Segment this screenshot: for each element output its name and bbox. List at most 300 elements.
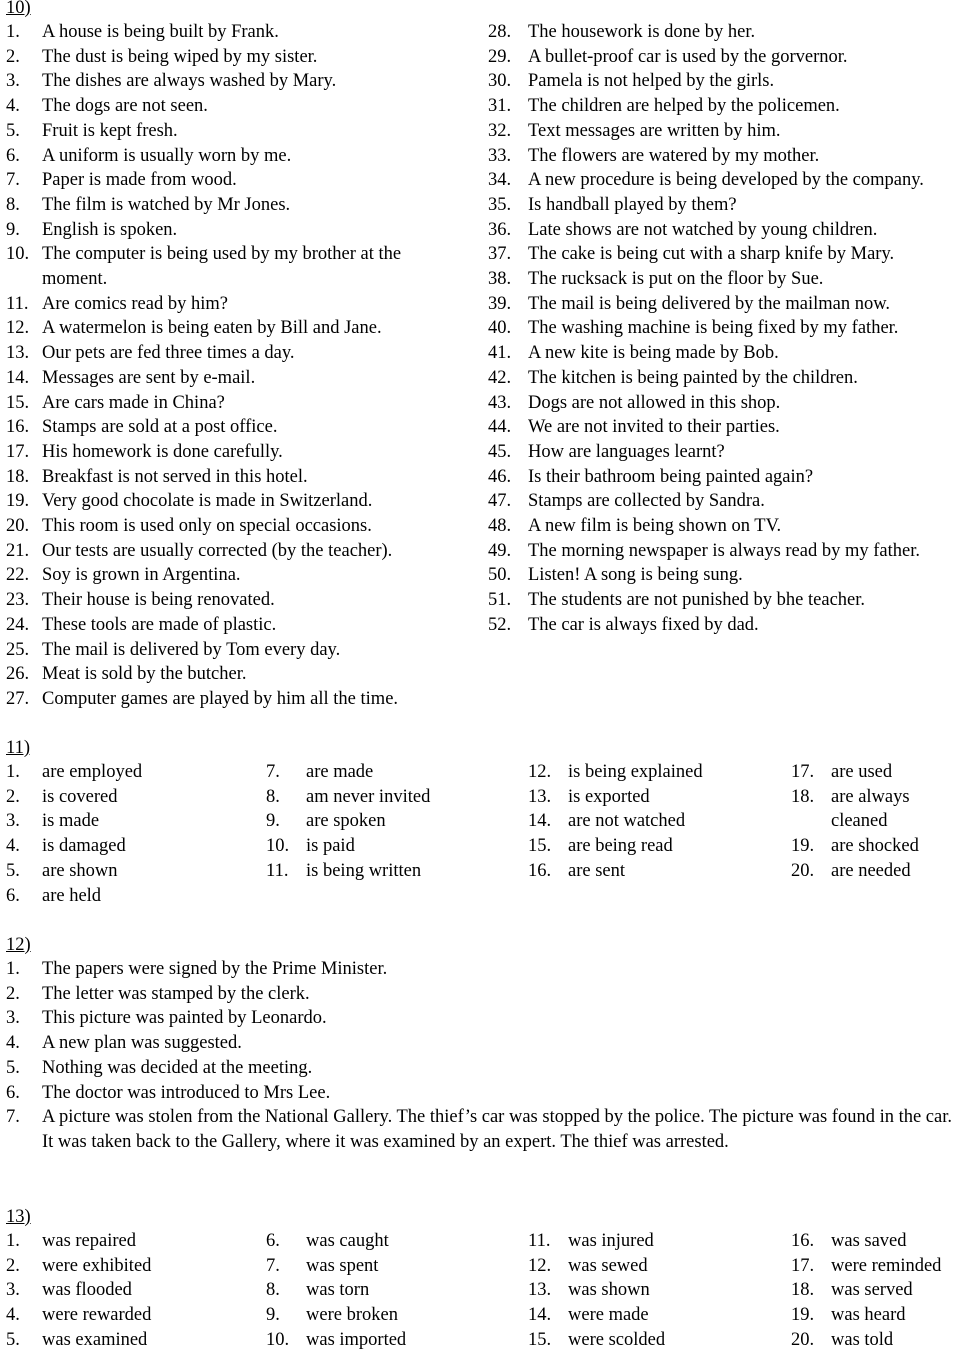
list-item <box>488 94 960 119</box>
item-text: Pamela is not helped by the girls. <box>528 71 775 92</box>
item-number: 50. <box>488 565 512 586</box>
list-item <box>6 465 468 490</box>
item-text: are shocked <box>831 836 919 857</box>
item-text: is made <box>42 811 100 832</box>
section-13-col-3 <box>528 1229 778 1353</box>
list-item <box>488 588 960 613</box>
item-number: 5. <box>6 1329 20 1350</box>
list-item <box>528 859 708 884</box>
item-text: are spoken <box>306 811 386 832</box>
item-number: 15. <box>6 392 30 413</box>
item-text: Messages are sent by e-mail. <box>42 367 256 388</box>
item-number: 2. <box>6 983 20 1004</box>
item-number: 2. <box>6 786 20 807</box>
item-number: 6. <box>6 1082 20 1103</box>
list-item <box>488 267 960 292</box>
list-item <box>488 563 960 588</box>
item-text: Our tests are usually corrected (by the teacher). <box>42 540 393 561</box>
item-text: This room is used only on special occasions. <box>42 516 372 537</box>
item-number: 7. <box>6 1107 20 1128</box>
list-item <box>6 1056 958 1081</box>
list-item <box>6 957 958 982</box>
item-text: The mail is being delivered by the mailman now. <box>528 293 891 314</box>
item-number: 4. <box>6 836 20 857</box>
item-number: 17. <box>791 1255 815 1276</box>
item-number: 40. <box>488 318 512 339</box>
item-text: The housework is done by her. <box>528 22 756 42</box>
item-text: A new plan was suggested. <box>42 1033 242 1054</box>
item-number: 24. <box>6 614 30 635</box>
item-number: 23. <box>6 590 30 611</box>
item-number: 3. <box>6 1280 20 1301</box>
list-item <box>6 884 246 909</box>
item-text: are used <box>831 762 893 782</box>
list-item <box>6 687 468 712</box>
list-item <box>266 1328 516 1353</box>
item-number: 42. <box>488 367 512 388</box>
item-number: 18. <box>6 466 30 487</box>
item-number: 15. <box>528 1329 552 1350</box>
item-text: Soy is grown in Argentina. <box>42 565 241 586</box>
item-text: was told <box>831 1329 894 1350</box>
item-number: 19. <box>791 1305 815 1326</box>
list-item <box>266 1278 516 1303</box>
item-number: 47. <box>488 491 512 512</box>
item-text: was injured <box>568 1231 654 1251</box>
item-number: 49. <box>488 540 512 561</box>
item-text: Paper is made from wood. <box>42 170 237 191</box>
item-number: 39. <box>488 293 512 314</box>
item-number: 16. <box>528 860 552 881</box>
item-number: 32. <box>488 120 512 141</box>
list-item <box>266 1303 516 1328</box>
item-text: Stamps are sold at a post office. <box>42 417 278 438</box>
item-text: The washing machine is being fixed by my father. <box>528 318 899 339</box>
list-item <box>528 1229 778 1254</box>
item-text: are sent <box>568 860 626 881</box>
list-item <box>6 785 246 810</box>
list-item <box>266 760 506 785</box>
list-item <box>528 785 708 810</box>
list-item <box>6 489 468 514</box>
item-number: 34. <box>488 170 512 191</box>
item-text: A new procedure is being developed by the company. <box>528 170 924 191</box>
list-item <box>6 859 246 884</box>
item-number: 33. <box>488 145 512 166</box>
item-text: is being explained <box>568 762 703 782</box>
item-text: are employed <box>42 762 143 782</box>
item-text: are being read <box>568 836 673 857</box>
item-text: Late shows are not watched by young children. <box>528 219 878 240</box>
item-number: 18. <box>791 1280 815 1301</box>
section-11-heading: 11) <box>6 738 30 758</box>
item-number: 20. <box>791 1329 815 1350</box>
item-number: 6. <box>6 145 20 166</box>
item-text: Very good chocolate is made in Switzerland. <box>42 491 373 512</box>
item-text: The children are helped by the policemen. <box>528 96 840 117</box>
list-item <box>488 242 960 267</box>
item-number: 8. <box>266 786 280 807</box>
item-text: A bullet-proof car is used by the gorvernor. <box>528 46 848 67</box>
item-text: is being written <box>306 860 422 881</box>
item-number: 14. <box>528 1305 552 1326</box>
item-text: The cake is being cut with a sharp knife by Mary. <box>528 244 895 265</box>
item-text: Computer games are played by him all the time. <box>42 688 399 709</box>
list-item <box>6 94 468 119</box>
list-item <box>488 168 960 193</box>
item-number: 13. <box>528 1280 552 1301</box>
list-item <box>488 391 960 416</box>
list-item <box>488 144 960 169</box>
list-item <box>791 1254 959 1279</box>
item-text: was flooded <box>42 1280 132 1301</box>
list-item <box>488 366 960 391</box>
item-text: Dogs are not allowed in this shop. <box>528 392 781 413</box>
item-number: 13. <box>528 786 552 807</box>
item-text: A watermelon is being eaten by Bill and Jane. <box>42 318 382 339</box>
list-item <box>6 1006 958 1031</box>
list-item <box>6 20 468 45</box>
item-number: 7. <box>266 762 280 782</box>
item-number: 45. <box>488 441 512 462</box>
item-number: 21. <box>6 540 30 561</box>
item-text: was imported <box>306 1329 407 1350</box>
item-number: 18. <box>791 786 815 807</box>
list-item <box>488 69 960 94</box>
item-text: The letter was stamped by the clerk. <box>42 983 310 1004</box>
item-text: were reminded <box>831 1255 942 1276</box>
list-item <box>528 834 708 859</box>
item-number: 12. <box>6 318 30 339</box>
list-item <box>528 1303 778 1328</box>
item-number: 11. <box>266 860 289 881</box>
item-number: 26. <box>6 664 30 685</box>
item-text: are needed <box>831 860 911 881</box>
list-item <box>488 514 960 539</box>
list-item <box>6 242 468 291</box>
list-item <box>6 1031 958 1056</box>
item-text: We are not invited to their parties. <box>528 417 780 438</box>
list-item <box>6 440 468 465</box>
item-number: 30. <box>488 71 512 92</box>
list-item <box>6 366 468 391</box>
section-13-heading: 13) <box>6 1207 31 1227</box>
item-text: A uniform is usually worn by me. <box>42 145 292 166</box>
item-number: 48. <box>488 516 512 537</box>
item-number: 7. <box>266 1255 280 1276</box>
item-number: 52. <box>488 614 512 635</box>
item-text: The film is watched by Mr Jones. <box>42 194 291 215</box>
list-item <box>6 193 468 218</box>
item-number: 10. <box>6 244 30 265</box>
list-item <box>791 834 956 859</box>
item-number: 27. <box>6 688 30 709</box>
item-number: 15. <box>528 836 552 857</box>
item-number: 17. <box>6 441 30 462</box>
list-item <box>488 119 960 144</box>
item-number: 22. <box>6 565 30 586</box>
item-text: A new film is being shown on TV. <box>528 516 782 537</box>
section-11-col-2 <box>266 760 506 884</box>
item-number: 51. <box>488 590 512 611</box>
item-text: The dogs are not seen. <box>42 96 208 117</box>
list-item <box>6 1254 256 1279</box>
item-number: 4. <box>6 1305 20 1326</box>
list-item <box>6 168 468 193</box>
item-text: Listen! A song is being sung. <box>528 565 743 586</box>
item-text: are made <box>306 762 374 782</box>
item-number: 11. <box>6 293 29 314</box>
list-item <box>266 785 506 810</box>
item-number: 10. <box>266 836 290 857</box>
list-item <box>6 292 468 317</box>
item-text: The papers were signed by the Prime Minister. <box>42 959 388 979</box>
item-number: 11. <box>528 1231 551 1251</box>
list-item <box>528 1328 778 1353</box>
list-item <box>791 1328 959 1353</box>
item-text: is paid <box>306 836 355 857</box>
item-number: 4. <box>6 96 20 117</box>
list-item <box>791 760 956 785</box>
item-number: 8. <box>6 194 20 215</box>
item-text: are held <box>42 885 102 906</box>
list-item <box>6 316 468 341</box>
item-number: 3. <box>6 811 20 832</box>
list-item <box>266 834 506 859</box>
item-number: 12. <box>528 1255 552 1276</box>
item-text: Their house is being renovated. <box>42 590 275 611</box>
list-item <box>6 662 468 687</box>
section-11-col-1 <box>6 760 246 908</box>
item-text: were made <box>568 1305 649 1326</box>
list-item <box>488 440 960 465</box>
list-item <box>6 1328 256 1353</box>
item-number: 43. <box>488 392 512 413</box>
item-text: The dust is being wiped by my sister. <box>42 46 318 67</box>
item-number: 35. <box>488 194 512 215</box>
section-12-heading: 12) <box>6 935 31 955</box>
list-item <box>6 760 246 785</box>
item-text: is covered <box>42 786 118 807</box>
section-10-left-list <box>6 20 468 712</box>
item-text: A house is being built by Frank. <box>42 22 279 42</box>
item-text: How are languages learnt? <box>528 441 725 462</box>
item-text: The students are not punished by bhe teacher. <box>528 590 866 611</box>
item-number: 12. <box>528 762 552 782</box>
list-item <box>266 1229 516 1254</box>
item-text: were rewarded <box>42 1305 152 1326</box>
item-number: 1. <box>6 762 20 782</box>
item-text: was spent <box>306 1255 379 1276</box>
item-number: 29. <box>488 46 512 67</box>
list-item <box>6 809 246 834</box>
item-number: 16. <box>6 417 30 438</box>
list-item <box>6 1229 256 1254</box>
list-item <box>488 539 960 564</box>
item-number: 5. <box>6 120 20 141</box>
item-text: was heard <box>831 1305 906 1326</box>
item-number: 6. <box>6 885 20 906</box>
item-text: were broken <box>306 1305 398 1326</box>
list-item <box>791 1303 959 1328</box>
item-text: The kitchen is being painted by the children. <box>528 367 858 388</box>
list-item <box>6 218 468 243</box>
item-text: Are cars made in China? <box>42 392 225 413</box>
item-text: am never invited <box>306 786 431 807</box>
item-number: 10. <box>266 1329 290 1350</box>
section-12-list <box>6 957 958 1155</box>
item-text: was shown <box>568 1280 650 1301</box>
list-item <box>6 391 468 416</box>
item-number: 1. <box>6 22 20 42</box>
item-text: This picture was painted by Leonardo. <box>42 1008 327 1029</box>
list-item <box>528 1254 778 1279</box>
item-number: 20. <box>791 860 815 881</box>
item-number: 37. <box>488 244 512 265</box>
item-number: 2. <box>6 1255 20 1276</box>
item-number: 17. <box>791 762 815 782</box>
item-number: 36. <box>488 219 512 240</box>
item-text: was sewed <box>568 1255 648 1276</box>
item-number: 1. <box>6 959 20 979</box>
item-text: These tools are made of plastic. <box>42 614 277 635</box>
item-text: are shown <box>42 860 118 881</box>
list-item <box>6 514 468 539</box>
list-item <box>6 613 468 638</box>
list-item <box>6 982 958 1007</box>
item-number: 25. <box>6 639 30 660</box>
list-item <box>528 809 708 834</box>
item-text: Is handball played by them? <box>528 194 737 215</box>
item-text: The morning newspaper is always read by my father. <box>528 540 920 561</box>
item-text: was torn <box>306 1280 370 1301</box>
list-item <box>488 218 960 243</box>
item-text: are not watched <box>568 811 686 832</box>
list-item <box>6 119 468 144</box>
list-item <box>488 489 960 514</box>
section-11-col-4 <box>791 760 956 884</box>
list-item <box>6 1105 958 1154</box>
item-text: are always cleaned <box>831 786 910 832</box>
item-number: 3. <box>6 1008 20 1029</box>
item-number: 44. <box>488 417 512 438</box>
item-text: Text messages are written by him. <box>528 120 781 141</box>
list-item <box>488 316 960 341</box>
item-number: 5. <box>6 1057 20 1078</box>
list-item <box>488 613 960 638</box>
list-item <box>488 20 960 45</box>
section-13-col-1 <box>6 1229 256 1353</box>
list-item <box>488 415 960 440</box>
list-item <box>791 785 956 834</box>
item-text: Is their bathroom being painted again? <box>528 466 814 487</box>
item-text: Are comics read by him? <box>42 293 228 314</box>
item-number: 4. <box>6 1033 20 1054</box>
list-item <box>488 292 960 317</box>
item-number: 41. <box>488 343 512 364</box>
item-text: Breakfast is not served in this hotel. <box>42 466 308 487</box>
item-text: is damaged <box>42 836 126 857</box>
item-text: The mail is delivered by Tom every day. <box>42 639 341 660</box>
section-10-heading: 10) <box>6 0 31 18</box>
list-item <box>791 1278 959 1303</box>
item-number: 20. <box>6 516 30 537</box>
list-item <box>6 144 468 169</box>
list-item <box>6 1303 256 1328</box>
item-text: The computer is being used by my brother at the moment. <box>42 244 402 290</box>
item-number: 46. <box>488 466 512 487</box>
item-number: 14. <box>528 811 552 832</box>
item-text: was served <box>831 1280 913 1301</box>
item-text: His homework is done carefully. <box>42 441 283 462</box>
list-item <box>488 465 960 490</box>
item-number: 6. <box>266 1231 280 1251</box>
item-number: 14. <box>6 367 30 388</box>
list-item <box>488 45 960 70</box>
item-text: Stamps are collected by Sandra. <box>528 491 765 512</box>
item-number: 28. <box>488 22 512 42</box>
item-number: 7. <box>6 170 20 191</box>
item-number: 9. <box>266 811 280 832</box>
list-item <box>6 341 468 366</box>
list-item <box>6 563 468 588</box>
item-text: was saved <box>831 1231 907 1251</box>
item-number: 31. <box>488 96 512 117</box>
item-number: 5. <box>6 860 20 881</box>
item-text: Nothing was decided at the meeting. <box>42 1057 313 1078</box>
item-number: 9. <box>266 1305 280 1326</box>
list-item <box>6 638 468 663</box>
list-item <box>6 69 468 94</box>
list-item <box>6 834 246 859</box>
item-text: were exhibited <box>42 1255 152 1276</box>
item-number: 13. <box>6 343 30 364</box>
item-number: 1. <box>6 1231 20 1251</box>
item-number: 8. <box>266 1280 280 1301</box>
list-item <box>6 45 468 70</box>
list-item <box>266 859 506 884</box>
list-item <box>6 1278 256 1303</box>
list-item <box>791 1229 959 1254</box>
item-text: A picture was stolen from the National Gallery. The thief’s car was stopped by the police. The picture was found in the car. It was taken back to the Gallery, where it was examined by an expert. The thief was arrested. <box>42 1107 952 1152</box>
list-item <box>791 859 956 884</box>
list-item <box>6 1081 958 1106</box>
section-13-col-4 <box>791 1229 959 1353</box>
item-text: English is spoken. <box>42 219 178 240</box>
list-item <box>488 193 960 218</box>
item-number: 19. <box>791 836 815 857</box>
section-10-right-list <box>488 20 960 638</box>
item-text: A new kite is being made by Bob. <box>528 343 779 364</box>
item-number: 3. <box>6 71 20 92</box>
list-item <box>6 415 468 440</box>
item-text: Fruit is kept fresh. <box>42 120 178 141</box>
list-item <box>528 1278 778 1303</box>
item-text: The doctor was introduced to Mrs Lee. <box>42 1082 331 1103</box>
item-text: were scolded <box>568 1329 666 1350</box>
list-item <box>6 539 468 564</box>
item-text: was repaired <box>42 1231 136 1251</box>
list-item <box>266 809 506 834</box>
item-text: The rucksack is put on the floor by Sue. <box>528 269 824 290</box>
section-11-col-3 <box>528 760 708 884</box>
item-number: 9. <box>6 219 20 240</box>
item-number: 38. <box>488 269 512 290</box>
item-text: is exported <box>568 786 650 807</box>
item-number: 2. <box>6 46 20 67</box>
list-item <box>266 1254 516 1279</box>
list-item <box>6 588 468 613</box>
